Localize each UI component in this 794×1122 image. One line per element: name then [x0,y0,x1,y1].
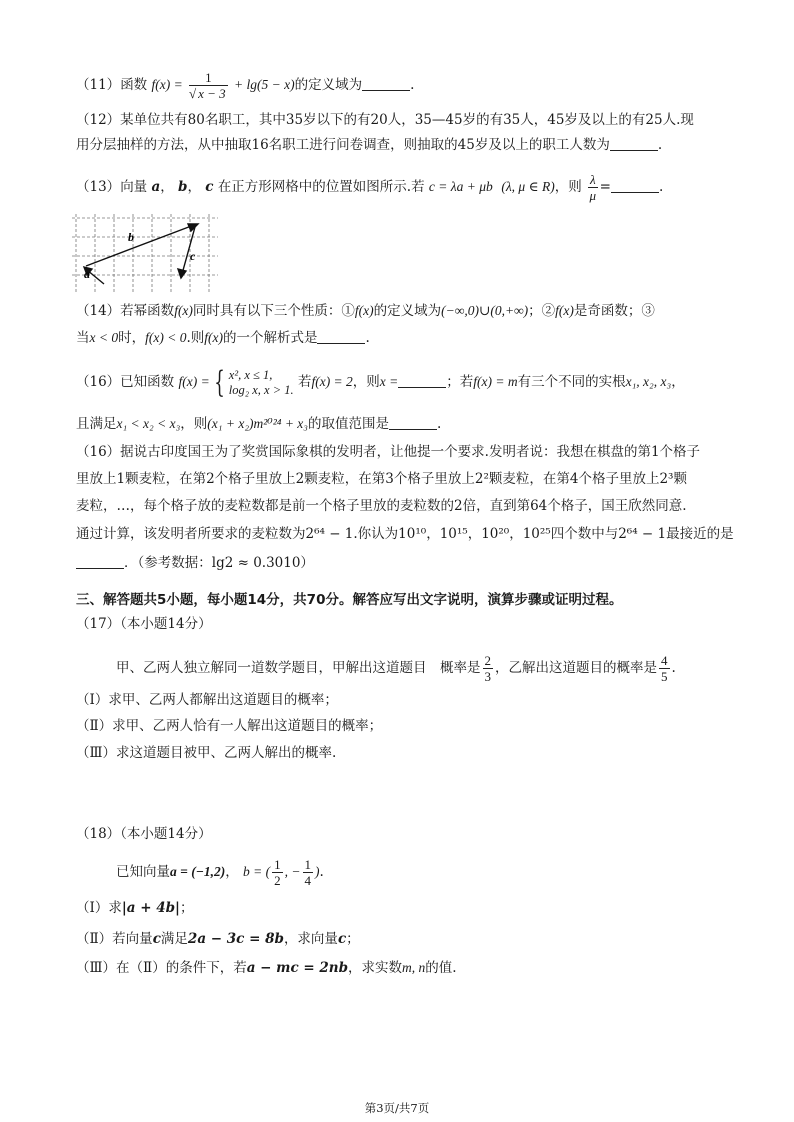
q13-vec-b: b [178,179,188,195]
q13-fraction [588,172,598,203]
q18-part2b: c [152,931,161,947]
q14-text-e: 是奇函数；③ [573,303,655,319]
q18-part1c: ； [179,900,194,916]
q18-b-mid: , − [284,864,301,879]
q16a-t1: 若 [297,374,312,390]
q13-then: ，则 [554,179,582,195]
q18-b-frac-2 [303,857,314,888]
question-17-part-3: （Ⅲ）求这道题目被甲、乙两人解出的概率. [76,745,337,761]
q18-part1a: （Ⅰ）求 [76,900,122,916]
q11-fraction [189,70,228,101]
q16a-xeq: x = [379,374,399,389]
q14-text-i: 的一个解析式是 [222,330,318,346]
q18-part3c: ，求实数 [348,960,403,976]
q13-equation: c = λa + μb [428,179,493,194]
q16a-t4: 有三个不同的实根 [517,374,626,390]
question-14-line-2 [76,328,370,348]
q18-part2e: ，求向量 [283,931,338,947]
q13-vec-c: c [205,179,214,195]
q18-part3e: 的值. [425,960,457,976]
q14-text-g: 时， [118,330,146,346]
question-13 [76,172,663,203]
q11-number: （11） [76,77,121,93]
piecewise-brace: { [213,364,225,400]
section-3-heading: 三、解答题共5小题，每小题14分，共70分。解答应写出文字说明，演算步骤或证明过程。 [76,592,623,608]
q18-comma: ， [225,864,239,880]
q18-part2d: 2a − 3c = 8b [187,931,284,947]
q13-frac-num: λ [590,172,596,187]
q17-p2-num: 4 [661,653,668,668]
answer-blank[interactable] [362,76,410,91]
q18-b-num1: 1 [274,857,281,872]
q18-b-frac-1 [272,857,283,888]
q17-stem-b: ，乙解出这道题目的概率是 [495,660,657,676]
q16a-eq1: f(x) = 2 [311,374,353,389]
q18-b-def-b: ) [315,864,320,879]
q13-text2: 在正方形网格中的位置如图所示.若 [217,179,425,195]
page-footer: 第3页/共7页 [364,1101,430,1115]
q18-part3d: m, n [402,960,426,975]
q11-tail: 的定义域为 [294,77,363,93]
answer-blank[interactable] [389,415,437,430]
q18-a-def-text: a = (−1,2) [170,864,226,879]
q18-part2c: 满足 [160,931,188,947]
question-11 [76,70,414,101]
q16a-end: . [437,416,442,432]
q16a-order: x₁ < x₂ < x₃ [116,416,181,431]
q16a-eq2: f(x) = m [473,374,518,389]
answer-blank[interactable] [317,329,365,344]
q18-part1b: |a + 4b| [121,900,180,916]
answer-blank[interactable] [76,554,124,569]
q13-end: . [658,179,664,195]
q13-vec-a: a [151,179,161,195]
q14-text-f: 当 [76,330,90,346]
q18-stem-a: 已知向量 [116,864,170,880]
q11-frac-den: √ x − 3 [189,86,226,101]
vector-b-arrowhead [188,224,198,231]
q14-fx: f(x) [555,303,574,318]
q13-frac-den: μ [589,188,597,203]
q17-prob-1 [483,653,494,684]
q14-fx: f(x) [354,303,374,318]
q16a-expr: (x₁ + x₂)m²⁰²⁴ + x₃ [207,416,308,431]
question-16a-line-2 [76,414,441,434]
question-17-part-1: （Ⅰ）求甲、乙两人都解出这道题目的概率； [76,692,338,708]
q16a-fx: f(x) = [178,374,210,389]
q18-part2f: c [337,931,347,947]
answer-blank[interactable] [611,178,659,193]
q18-stem-end: . [319,864,324,880]
question-17-stem [116,652,676,684]
q14-end: . [365,330,370,346]
q12-end: . [657,137,663,153]
question-16b-line-4: 通过计算，该发明者所要求的麦粒数为2⁶⁴ − 1.你认为10¹⁰，10¹⁵，10²⁰，10²⁵四个数中与2⁶⁴ − 1最接近的是 [76,526,734,542]
question-18-part-3 [76,958,457,978]
q16a-t5: ， [671,374,685,390]
question-17-part-2: （Ⅱ）求甲、乙两人恰有一人解出这道题目的概率； [76,718,383,734]
q16a-line2c: 的取值范围是 [308,416,389,432]
q16b-line5-text: ．（参考数据：lg2 ≈ 0.3010） [124,555,314,571]
question-16b-line-3: 麦粒，…，每个格子放的麦粒数都是前一个格子里放的麦粒数的2倍，直到第64个格子，国王欣然同意. [76,498,687,514]
q13-text1: 向量 [120,179,148,195]
q18-part3b: a − mc = 2nb [246,960,349,976]
q16a-line2a: 且满足 [76,416,117,432]
question-16b-line-1: （16）据说古印度国王为了奖赏国际象棋的发明者，让他提一个要求.发明者说：我想在棋盘的第1个格子 [76,444,701,460]
q16a-line2b: ，则 [180,416,208,432]
question-16b-line-5 [76,553,314,573]
vector-a-label: a [84,267,90,281]
q14-fx: f(x) [174,303,193,318]
piecewise-case-2: log₂ x, x > 1. [228,382,294,397]
question-17-header: （17）（本小题14分） [76,616,212,632]
q16a-t2: ，则 [352,374,380,390]
q12-line2-text: 用分层抽样的方法，从中抽取16名职工进行问卷调查，则抽取的45岁及以上的职工人数为 [76,137,610,153]
question-16b-line-2: 里放上1颗麦粒，在第2个格子里放上2颗麦粒，在第3个格子里放上2²颗麦粒，在第4个格子里放上2³颗 [76,471,687,487]
vector-b-line [86,225,194,266]
q14-domain: (−∞,0)∪(0,+∞) [441,303,529,318]
q17-stem-a: 甲、乙两人独立解同一道数学题目，甲解出这道题目 概率是 [116,660,481,676]
q16a-number: （16）已知函数 [76,374,175,390]
q16a-t3: ；若 [446,374,474,390]
q13-sep: ， [187,179,201,195]
q18-b-num2: 1 [304,857,312,872]
q13-condition: (λ, μ ∈ R) [501,179,555,194]
vector-c-arrowhead [178,269,186,278]
q11-lead: 函数 [120,77,148,93]
q18-part2g: ； [346,931,360,947]
q14-text-b: 同时具有以下三个性质：① [192,303,355,319]
q17-prob-2 [659,653,670,684]
q16a-roots: x₁, x₂, x₃ [625,374,672,389]
q18-part3a: （Ⅲ）在（Ⅱ）的条件下，若 [76,960,247,976]
question-12-line-2 [76,135,662,155]
question-12-line-1: （12）某单位共有80名职工，其中35岁以下的有20人，35—45岁的有35人，45岁及以上的有25人.现 [76,112,694,128]
question-18-part-2 [76,929,360,949]
q14-cond: x < 0 [89,330,119,345]
q17-p2-den: 5 [661,669,668,684]
question-18-header: （18）（本小题14分） [76,826,212,842]
answer-blank[interactable] [398,373,446,388]
q18-part2a: （Ⅱ）若向量 [76,931,153,947]
vector-c-label: c [190,249,196,263]
q13-sep: ， [160,179,174,195]
q17-p1-den: 3 [484,669,491,684]
vector-b-label: b [128,230,134,244]
q14-text-h: .则 [186,330,205,346]
piecewise-cases [229,368,294,398]
q14-fx: f(x) [204,330,223,345]
q14-text-c: 的定义域为 [373,303,442,319]
q18-a-def [170,864,225,879]
question-18-part-1 [76,898,193,918]
question-18-stem [116,856,324,888]
q11-end: . [410,77,415,93]
q14-text-a: （14）若幂函数 [76,303,175,319]
q11-sqrt-content: x − 3 [198,86,226,101]
q14-text-d: ；② [528,303,556,319]
piecewise-case-1: x², x ≤ 1, [228,367,273,382]
q18-b-def-a: b = ( [243,864,271,879]
vector-grid-figure [72,214,218,292]
question-14-line-1 [76,301,655,321]
q13-equals: = [599,179,611,195]
q18-b-den2: 4 [304,873,312,888]
q11-function: f(x) = [151,77,183,92]
answer-blank[interactable] [610,136,658,151]
q11-frac-num: 1 [189,70,228,86]
q18-b-den1: 2 [274,873,281,888]
q14-cond2: f(x) < 0 [145,330,187,345]
q17-stem-end: . [671,660,676,676]
q11-tail-expr: + lg(5 − x) [233,77,295,92]
q13-number: （13） [76,179,121,195]
question-16a-line-1 [76,366,685,398]
q17-p1-num: 2 [484,653,491,668]
